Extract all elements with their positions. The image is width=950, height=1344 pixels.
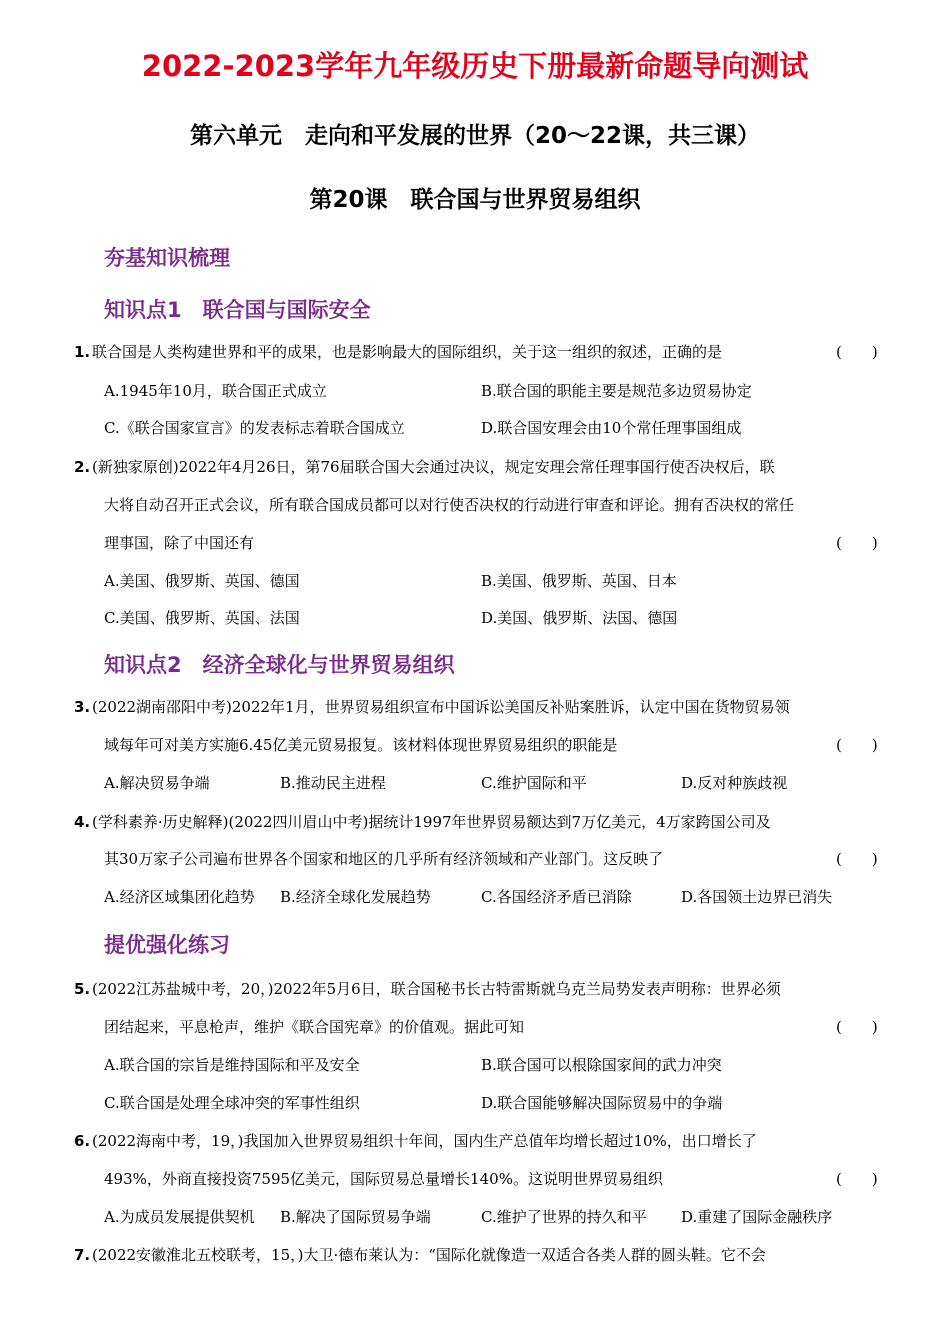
question-6-line-2: 493%，外商直接投资7595亿美元，国际贸易总量增长140%。这说明世界贸易组织 [104, 1170, 663, 1188]
question-2-option-b: B.美国、俄罗斯、英国、日本 [481, 572, 677, 590]
question-5-option-d: D.联合国能够解决国际贸易中的争端 [481, 1094, 723, 1112]
question-2-line-1: (新独家原创)2022年4月26日，第76届联合国大会通过决议，规定安理会常任理事国行使否决权后，联 [92, 458, 775, 476]
question-5-number: 5. [74, 980, 91, 998]
question-5-line-1: (2022江苏盐城中考，20，)2022年5月6日，联合国秘书长古特雷斯就乌克兰局势发表声明称：世界必须 [92, 980, 781, 998]
question-6-line-1: (2022海南中考，19，)我国加入世界贸易组织十年间，国内生产总值年均增长超过10%，出口增长了 [92, 1132, 757, 1150]
question-1-option-c: C.《联合国家宣言》的发表标志着联合国成立 [104, 419, 405, 437]
question-1-option-a: A.1945年10月，联合国正式成立 [104, 382, 327, 400]
question-3-line-1: (2022湖南邵阳中考)2022年1月，世界贸易组织宣布中国诉讼美国反补贴案胜诉，认定中国在货物贸易领 [92, 698, 790, 716]
question-4-line-2: 其30万家子公司遍布世界各个国家和地区的几乎所有经济领域和产业部门。这反映了 [104, 850, 664, 868]
question-2-line-3: 理事国，除了中国还有 [104, 534, 255, 552]
section-advanced-practice: 提优强化练习 [104, 933, 230, 957]
question-4-option-c: C.各国经济矛盾已消除 [481, 888, 632, 906]
question-5-option-c: C.联合国是处理全球冲突的军事性组织 [104, 1094, 360, 1112]
question-6-option-a: A.为成员发展提供契机 [104, 1208, 255, 1226]
question-7-number: 7. [74, 1246, 91, 1264]
answer-bracket: ( ) [836, 1018, 878, 1036]
question-6-number: 6. [74, 1132, 91, 1150]
question-1-text: 联合国是人类构建世界和平的成果，也是影响最大的国际组织，关于这一组织的叙述，正确的是 [92, 343, 723, 361]
question-2-option-a: A.美国、俄罗斯、英国、德国 [104, 572, 300, 590]
section-basics: 夯基知识梳理 [104, 246, 230, 270]
section-knowledge-point-2: 知识点2 经济全球化与世界贸易组织 [104, 653, 455, 677]
question-5-line-2: 团结起来，平息枪声，维护《联合国宪章》的价值观。据此可知 [104, 1018, 525, 1036]
question-4-line-1: (学科素养·历史解释)(2022四川眉山中考)据统计1997年世界贸易额达到7万亿美元，4万家跨国公司及 [92, 813, 771, 831]
question-1-option-d: D.联合国安理会由10个常任理事国组成 [481, 419, 742, 437]
question-7-line-1: (2022安徽淮北五校联考，15，)大卫·德布莱认为：“国际化就像造一双适合各类人群的圆头鞋。它不会 [92, 1246, 766, 1264]
section-knowledge-point-1: 知识点1 联合国与国际安全 [104, 298, 371, 322]
answer-bracket: ( ) [836, 534, 878, 552]
question-6-option-c: C.维护了世界的持久和平 [481, 1208, 647, 1226]
question-2-option-c: C.美国、俄罗斯、英国、法国 [104, 609, 300, 627]
question-6-option-d: D.重建了国际金融秩序 [681, 1208, 833, 1226]
question-4-number: 4. [74, 813, 91, 831]
question-6-option-b: B.解决了国际贸易争端 [280, 1208, 431, 1226]
answer-bracket: ( ) [836, 1170, 878, 1188]
answer-bracket: ( ) [836, 343, 878, 361]
answer-bracket: ( ) [836, 850, 878, 868]
question-4-option-d: D.各国领土边界已消失 [681, 888, 833, 906]
question-3-option-d: D.反对种族歧视 [681, 774, 788, 792]
question-3-option-a: A.解决贸易争端 [104, 774, 210, 792]
question-1-number: 1. [74, 343, 91, 361]
question-3-number: 3. [74, 698, 91, 716]
question-2-line-2: 大将自动召开正式会议，所有联合国成员都可以对行使否决权的行动进行审查和评论。拥有否决权的常任 [104, 496, 795, 514]
question-1-option-b: B.联合国的职能主要是规范多边贸易协定 [481, 382, 752, 400]
question-4-option-b: B.经济全球化发展趋势 [280, 888, 431, 906]
question-5-option-a: A.联合国的宗旨是维持国际和平及安全 [104, 1056, 360, 1074]
question-3-option-b: B.推动民主进程 [280, 774, 386, 792]
question-2-option-d: D.美国、俄罗斯、法国、德国 [481, 609, 678, 627]
answer-bracket: ( ) [836, 736, 878, 754]
unit-title: 第六单元 走向和平发展的世界（20～22课，共三课） [189, 123, 760, 149]
lesson-title: 第20课 联合国与世界贸易组织 [309, 187, 641, 213]
question-2-number: 2. [74, 458, 91, 476]
question-5-option-b: B.联合国可以根除国家间的武力冲突 [481, 1056, 722, 1074]
question-3-option-c: C.维护国际和平 [481, 774, 587, 792]
question-3-line-2: 域每年可对美方实施6.45亿美元贸易报复。该材料体现世界贸易组织的职能是 [104, 736, 618, 754]
main-title: 2022-2023学年九年级历史下册最新命题导向测试 [141, 49, 809, 83]
question-4-option-a: A.经济区域集团化趋势 [104, 888, 255, 906]
